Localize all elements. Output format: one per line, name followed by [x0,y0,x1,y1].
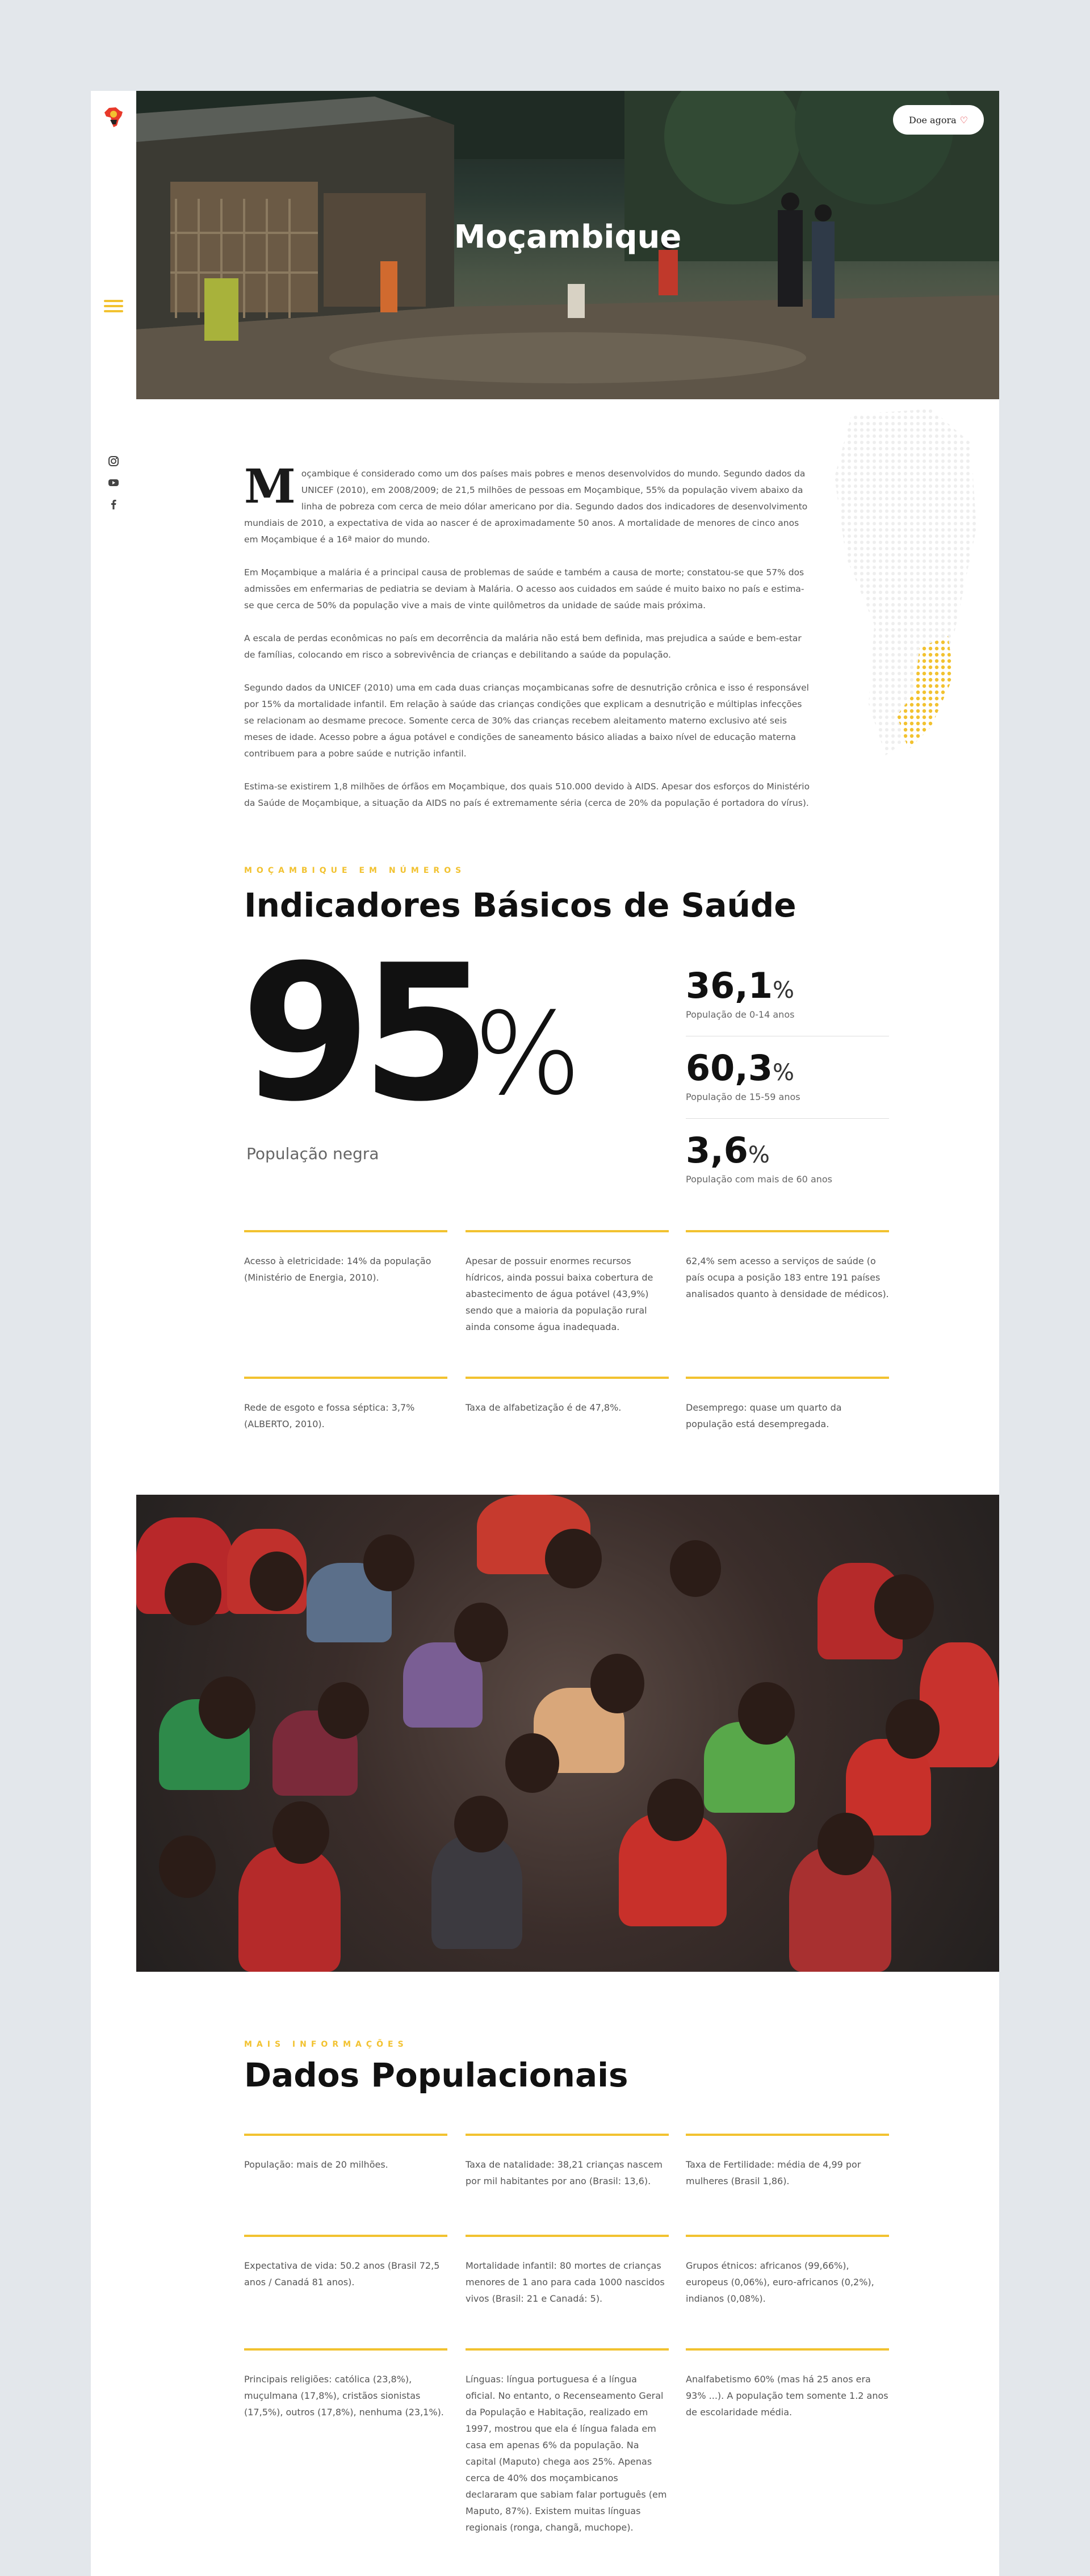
fact-cell: Principais religiões: católica (23,8%), muçulmana (17,8%), cristãos sionistas (17,5%), outros (17,8%), nenhuma (23,1%). [244,2348,447,2420]
fact-cell: Analfabetismo 60% (mas há 25 anos era 93% ...). A população tem somente 1.2 anos de escolaridade média. [686,2348,889,2420]
page-sheet [91,91,999,2576]
hero-banner [136,91,999,399]
section-title: Indicadores Básicos de Saúde [244,886,796,925]
stat-item [686,965,889,1036]
intro-paragraph: Estima-se existirem 1,8 milhões de órfãos em Moçambique, dos quais 510.000 devido à AIDS. Apesar dos esforços do Ministério da Saúde de Moçambique, a situação da AIDS no país é extremamente séria (cerca de 20% da população é portadora do vírus). [244,781,810,808]
fact-cell: Taxa de Fertilidade: média de 4,99 por mulheres (Brasil 1,86). [686,2134,889,2189]
sidebar [91,91,136,2576]
fact-cell: Mortalidade infantil: 80 mortes de crianças menores de 1 ano para cada 1000 nascidos vivos (Brasil: 21 e Canadá: 5). [466,2235,669,2307]
fact-cell: Grupos étnicos: africanos (99,66%), europeus (0,06%), euro-africanos (0,2%), indianos (0,08%). [686,2235,889,2307]
stat-unit: % [772,977,794,1003]
page-title: Moçambique [454,219,682,256]
children-photo [136,1495,999,1972]
youtube-icon[interactable] [107,476,120,490]
stat-value: 60,3 [686,1047,773,1089]
fact-cell: População: mais de 20 milhões. [244,2134,447,2173]
facebook-icon[interactable] [107,497,120,511]
donate-label: Doe agora [909,114,957,126]
stat-item [686,1047,889,1119]
section-title: Dados Populacionais [244,2056,628,2094]
intro-paragraph: Segundo dados da UNICEF (2010) uma em cada duas crianças moçambicanas sofre de desnutrição crônica e isso é responsável por 15% da mortalidade infantil. Em relação à saúde das crianças condições que explicam a desnutrição e múltiplas infecções se relacionam ao desmame precoce. Somente cerca de 30% das crianças recebem aleitamento materno exclusivo até seis meses de idade. Acesso pobre a água potável e condições de saneamento básico aliadas a baixo nível de educação materna contribuem para a pobre saúde e nutrição infantil. [244,683,809,759]
stat-unit: % [772,1060,794,1086]
fact-cell: Rede de esgoto e fossa séptica: 3,7% (ALBERTO, 2010). [244,1377,447,1432]
intro-text [244,459,812,828]
africa-dot-map-icon [835,409,976,818]
intro-paragraph: Em Moçambique a malária é a principal causa de problemas de saúde e também a causa de morte; constatou-se que 57% dos admissões em enfermarias de pediatria se deviam à Malária. O acesso aos cuidados em saúde é muito baixo no país e estima-se que cerca de 50% da população vive a mais de vinte quilômetros da unidade de saúde mais próxima. [244,567,804,610]
stat-unit: % [748,1142,770,1168]
dropcap: M [244,459,296,514]
donate-button[interactable] [893,105,984,135]
fact-cell: 62,4% sem acesso a serviços de saúde (o país ocupa a posição 183 entre 191 países analisados quanto à densidade de médicos). [686,1230,889,1302]
africa-logo-icon[interactable] [101,104,126,129]
big-stat-label: População negra [246,1144,379,1163]
stat-value: 3,6 [686,1130,748,1171]
instagram-icon[interactable] [107,454,120,468]
stat-label: População com mais de 60 anos [686,1174,833,1185]
intro-paragraph: A escala de perdas econômicas no país em decorrência da malária não está bem definida, mas prejudica a saúde e bem-estar de famílias, colocando em risco a sobrevivência de crianças e debilitando a saúde da população. [244,633,802,660]
stat-value: 36,1 [686,965,773,1006]
section-eyebrow: MOÇAMBIQUE EM NÚMEROS [244,866,466,875]
stat-item [686,1130,889,1185]
big-stat-unit: % [473,988,582,1120]
fact-cell: Acesso à eletricidade: 14% da população (Ministério de Energia, 2010). [244,1230,447,1286]
fact-cell: Expectativa de vida: 50.2 anos (Brasil 72,5 anos / Canadá 81 anos). [244,2235,447,2290]
fact-cell: Línguas: língua portuguesa é a língua oficial. No entanto, o Recenseamento Geral da População e Habitação, realizado em 1997, mostrou que ela é língua falada em casa em apenas 6% da população. Na capital (Maputo) chega aos 25%. Apenas cerca de 40% dos moçambicanos declararam que sabiam falar português (em Maputo, 87%). Existem muitas línguas regionais (ronga, changã, muchope). [466,2348,669,2536]
fact-cell: Desemprego: quase um quarto da população está desempregada. [686,1377,889,1432]
heart-icon: ♡ [959,114,968,126]
fact-cell: Taxa de alfabetização é de 47,8%. [466,1377,669,1416]
section-eyebrow: MAIS INFORMAÇÕES [244,2040,408,2049]
big-stat-value: 95 [241,925,481,1143]
stat-label: População de 0-14 anos [686,1009,795,1020]
fact-cell: Taxa de natalidade: 38,21 crianças nascem por mil habitantes por ano (Brasil: 13,6). [466,2134,669,2189]
intro-paragraph: Moçambique é considerado como um dos países mais pobres e menos desenvolvidos do mundo. Segundo dados da UNICEF (2010), em 2008/2009; de 21,5 milhões de pessoas em Moçambique, 55% da população vivem abaixo da linha de pobreza com cerca de meio dólar americano por dia. Segundo dados dos indicadores de desenvolvimento mundiais de 2010, a expectativa de vida ao nascer é de aproximadamente 50 anos. A mortalidade de menores de cinco anos em Moçambique é a 16ª maior do mundo. [244,459,808,545]
hamburger-menu-icon[interactable] [104,300,123,315]
fact-cell: Apesar de possuir enormes recursos hídricos, ainda possui baixa cobertura de abastecimento de água potável (43,9%) sendo que a maioria da população rural ainda consome água inadequada. [466,1230,669,1335]
stat-label: População de 15-59 anos [686,1092,800,1102]
divider [686,1118,889,1119]
